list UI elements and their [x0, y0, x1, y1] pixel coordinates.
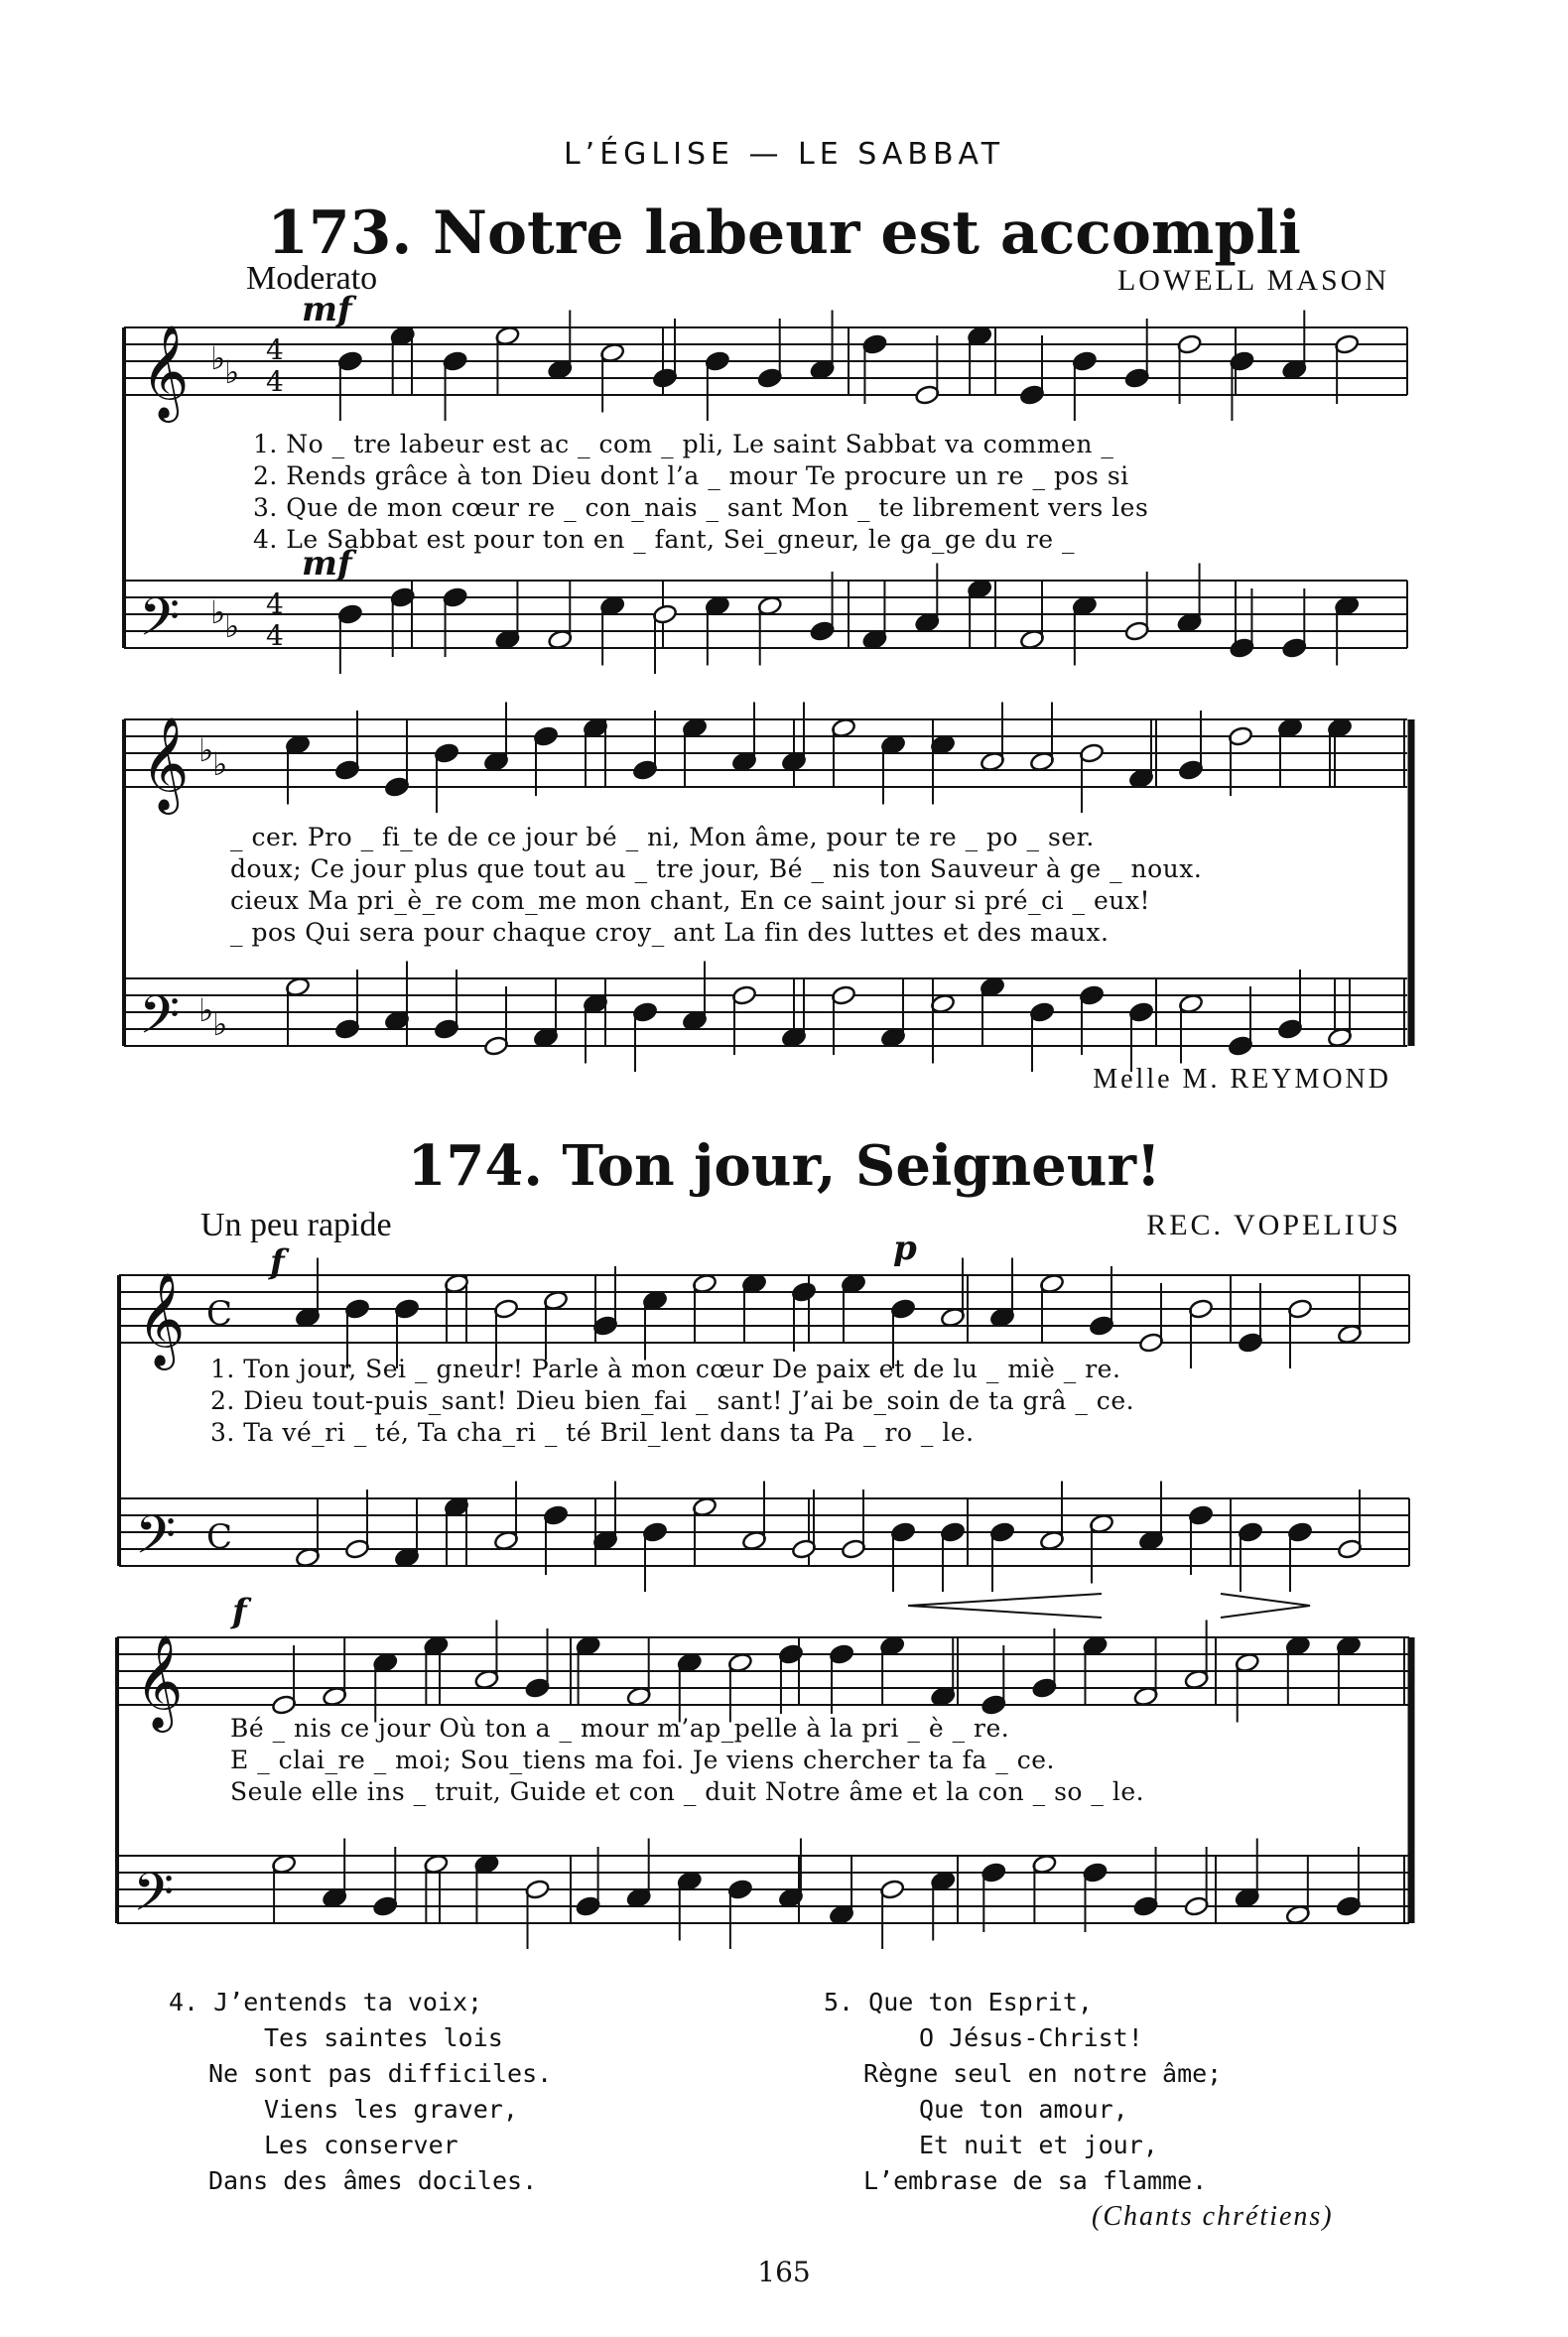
lyric-line: 1. Ton jour, Sei _ gneur! Parle à mon cœur De paix et de lu _ miè _ re. — [210, 1355, 1121, 1383]
key-flat: ♭ — [212, 745, 228, 783]
bass-clef: 𝄢 — [135, 1505, 177, 1579]
hymn-173-dynamic-bass: mf — [302, 544, 352, 584]
lyric-line: 2. Rends grâce à ton Dieu dont l’a _ mour Te procure un re _ pos si — [253, 461, 1129, 490]
source-credit: (Chants chrétiens) — [1092, 2201, 1334, 2232]
hymn-174-composer: REC. VOPELIUS — [1146, 1209, 1401, 1241]
hymn-173-translator: Melle M. REYMOND — [1093, 1064, 1391, 1095]
key-flat: ♭ — [210, 339, 226, 377]
page-number: 165 — [757, 2256, 811, 2288]
hymn-173-composer: LOWELL MASON — [1116, 264, 1389, 297]
bass-clef: 𝄢 — [139, 985, 181, 1059]
lyric-line: 3. Ta vé_ri _ té, Ta cha_ri _ té Bril_lent dans ta Pa _ ro _ le. — [210, 1418, 975, 1447]
verse-line: Et nuit et jour, — [919, 2131, 1158, 2159]
bass-clef: 𝄢 — [139, 587, 181, 661]
lyric-line: 3. Que de mon cœur re _ con_nais _ sant Mon _ te librement vers les — [253, 493, 1149, 522]
key-flat: ♭ — [224, 353, 240, 391]
treble-clef: 𝄞 — [135, 1634, 184, 1729]
lyric-line: E _ clai_re _ moi; Sou_tiens ma foi. Je viens chercher ta fa _ ce. — [230, 1746, 1055, 1774]
lyric-line: cieux Ma pri_è_re com_me mon chant, En ce saint jour si pré_ci _ eux! — [230, 886, 1151, 915]
key-flat: ♭ — [212, 1005, 228, 1043]
key-flat: ♭ — [198, 991, 214, 1029]
lyric-line: Seule elle ins _ truit, Guide et con _ duit Notre âme et la con _ so _ le. — [230, 1777, 1145, 1806]
crescendo-hairpin — [908, 1594, 1102, 1618]
bass-clef: 𝄢 — [133, 1863, 175, 1936]
verse-line: L’embrase de sa flamme. — [863, 2166, 1208, 2195]
hymn-174-dynamic-f: f — [270, 1242, 285, 1282]
common-time: C — [206, 1294, 233, 1334]
treble-clef: 𝄞 — [141, 325, 190, 419]
verse-line: 4. J’entends ta voix; — [169, 1988, 483, 2016]
common-time: C — [206, 1517, 233, 1557]
verse-line: Dans des âmes dociles. — [208, 2166, 538, 2195]
time-sig: 4 — [266, 333, 284, 366]
hymn-173-dynamic-top: mf — [302, 290, 352, 329]
lyric-line: 2. Dieu tout-puis_sant! Dieu bien_fai _ sant! J’ai be_soin de ta grâ _ ce. — [210, 1386, 1135, 1415]
lyric-line: 4. Le Sabbat est pour ton en _ fant, Sei_gneur, le ga_ge du re _ — [253, 525, 1076, 554]
verse-line: Que ton amour, — [919, 2095, 1128, 2124]
verse-line: Viens les graver, — [264, 2095, 518, 2124]
hymn-173-tempo: Moderato — [246, 260, 378, 297]
treble-clef: 𝄞 — [137, 1272, 186, 1366]
hymn-174-tempo: Un peu rapide — [200, 1207, 392, 1243]
key-flat: ♭ — [198, 731, 214, 769]
hymn-174-dynamic-p: p — [893, 1229, 917, 1268]
lyric-line: doux; Ce jour plus que tout au _ tre jour, Bé _ nis ton Sauveur à ge _ noux. — [230, 854, 1203, 883]
lyric-line: 1. No _ tre labeur est ac _ com _ pli, Le saint Sabbat va commen _ — [253, 430, 1114, 458]
lyric-line: _ pos Qui sera pour chaque croy_ ant La fin des luttes et des maux. — [230, 918, 1110, 947]
hymn-174-title: 174. Ton jour, Seigneur! — [407, 1133, 1161, 1199]
lyric-line: Bé _ nis ce jour Où ton a _ mour m’ap_pelle à la pri _ è _ re. — [230, 1714, 1010, 1743]
time-sig: 4 — [266, 365, 284, 398]
time-sig: 4 — [266, 619, 284, 652]
decrescendo-hairpin — [1221, 1594, 1310, 1618]
time-sig: 4 — [266, 587, 284, 620]
verse-line: Règne seul en notre âme; — [863, 2059, 1223, 2088]
hymn-173-title: 173. Notre labeur est accompli — [267, 198, 1301, 268]
lyric-line: _ cer. Pro _ fi_te de ce jour bé _ ni, Mon âme, pour te re _ po _ ser. — [230, 823, 1095, 851]
verse-line: Tes saintes lois — [264, 2023, 503, 2052]
running-head: L’ÉGLISE — LE SABBAT — [563, 137, 1005, 172]
hymn-174-dynamic-f2: f — [232, 1592, 247, 1631]
verse-line: O Jésus-Christ! — [919, 2023, 1143, 2052]
key-flat: ♭ — [224, 607, 240, 645]
verse-line: Ne sont pas difficiles. — [208, 2059, 553, 2088]
verse-line: 5. Que ton Esprit, — [824, 1988, 1093, 2016]
verse-line: Les conserver — [264, 2131, 458, 2159]
key-flat: ♭ — [210, 593, 226, 631]
treble-clef: 𝄞 — [141, 716, 190, 811]
